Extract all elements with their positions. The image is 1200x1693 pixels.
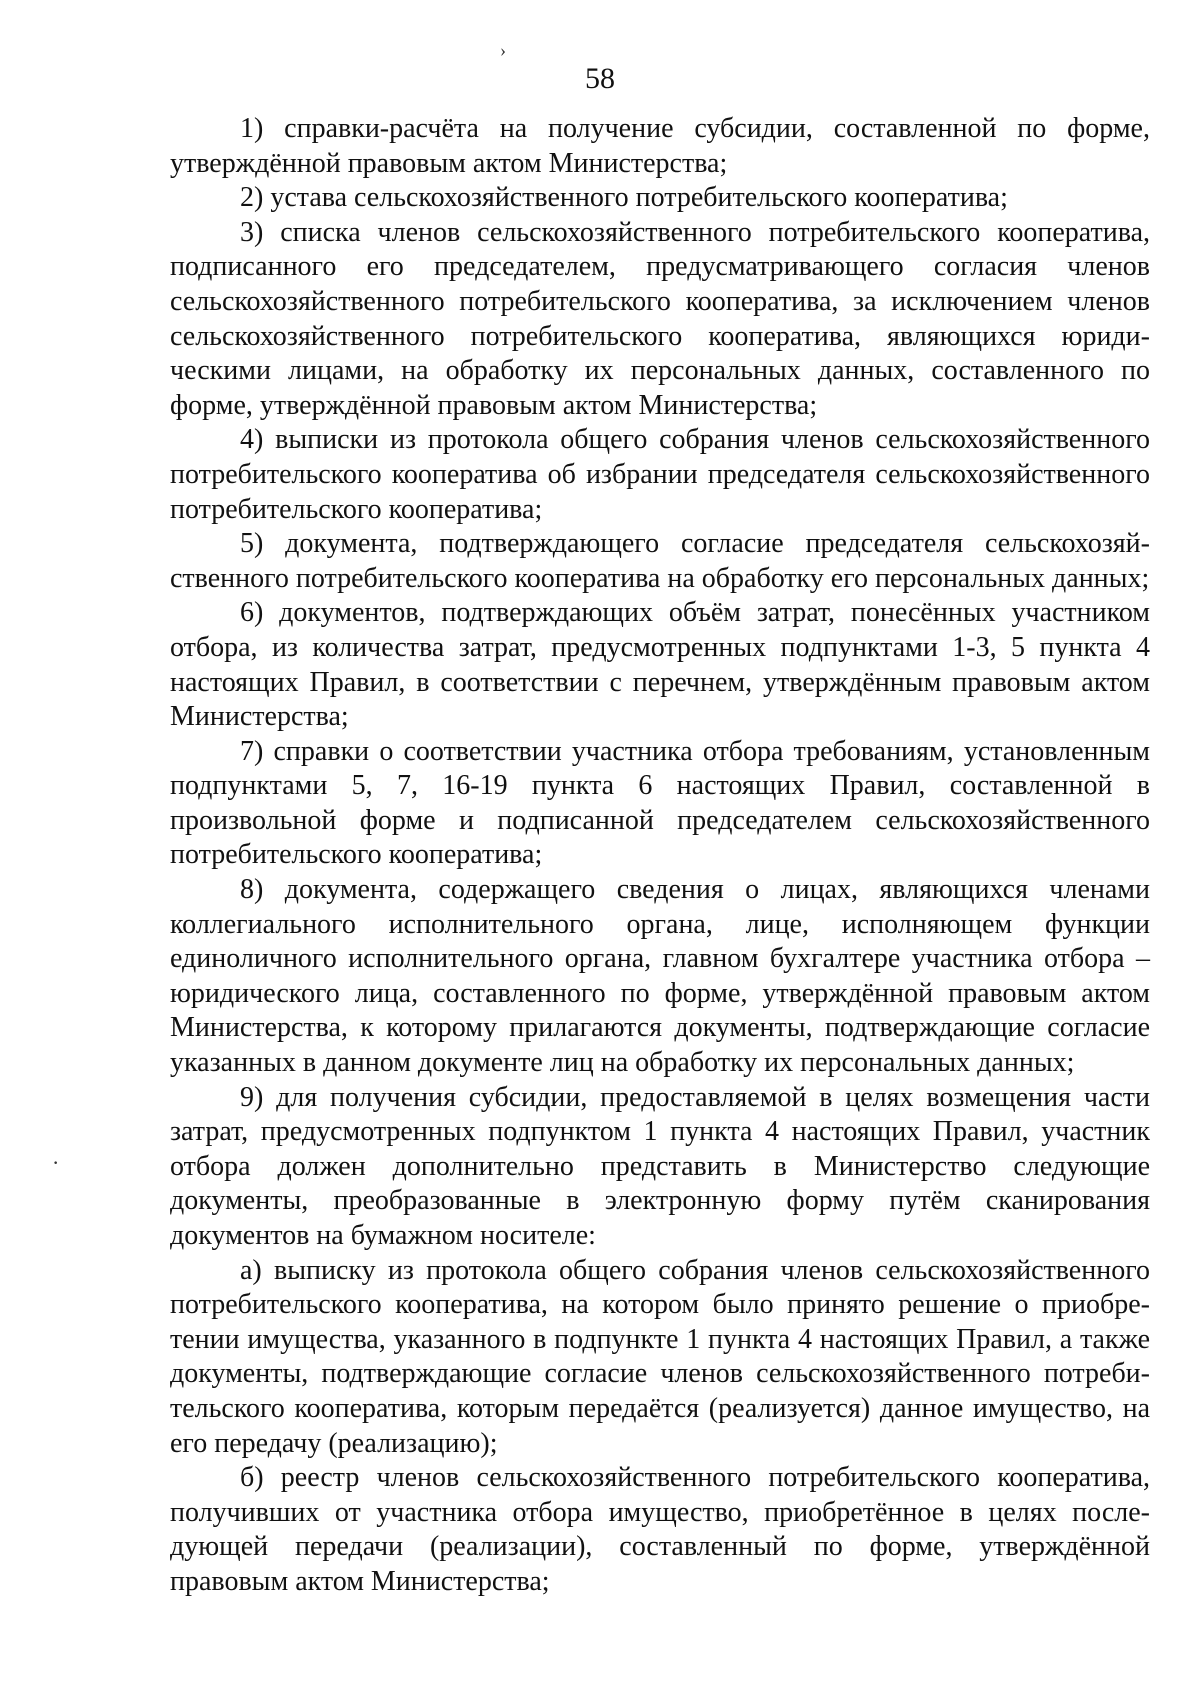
paragraph-item-8: 8) документа, содержащего сведения о лицах, являющихся членами коллегиального исполнительного органа, лице, исполняющем функции единоличного исполнительного органа, главном бухгалтере участника отбора – юридического лица, составленного по форме, утверждённой правовым актом Министерства, к которому прилагаются документы, подтверждающие согласие указанных в данном документе лиц на обработку их персональных данных; (170, 874, 1150, 1079)
paragraph-item-9: 9) для получения субсидии, предоставляемой в целях возмещения части затрат, предусмотренных подпунктом 1 пункта 4 настоящих Правил, участник отбора должен дополнительно представить в Министерство следующие документы, преобразованные в электронную форму путём сканирования документов на бумажном носителе: (170, 1081, 1150, 1251)
document-body (170, 112, 1150, 1600)
paragraph-subitem-a: а) выписку из протокола общего собрания членов сельскохозяйственного потребительского кооператива, на котором было принято решение о приобретении имущества, указанного в подпункте 1 пункта 4 настоящих Правил, а также документы, подтверждающие согласие членов сельскохозяйственного потребительского кооператива, которым передаётся (реализуется) данное имущество, на его передачу (реализацию); (170, 1254, 1150, 1459)
paragraph-item-4: 4) выписки из протокола общего собрания членов сельскохозяйственного потребительского кооператива об избрании председателя сельскохозяйственного потребительского кооператива; (170, 424, 1150, 525)
paragraph-item-6: 6) документов, подтверждающих объём затрат, понесённых участником отбора, из количества затрат, предусмотренных подпунктами 1-3, 5 пункта 4 настоящих Правил, в соответствии с перечнем, утверждённым правовым актом Министерства; (170, 597, 1150, 733)
paragraph-item-1: 1) справки-расчёта на получение субсидии, составленной по форме, утверждённой правовым актом Министерства; (170, 113, 1150, 179)
page-number: 58 (585, 62, 615, 95)
paragraph-item-3: 3) списка членов сельскохозяйственного потребительского кооператива, подписанного его председателем, предусматривающего согласия членов сельскохозяйственного потребительского кооператива, за исключением членов сельскохозяйственного потребительского кооператива, являющихся юридическими лицами, на обработку их персональных данных, составленного по форме, утверждённой правовым актом Министерства; (170, 216, 1150, 421)
paragraph-item-2: 2) устава сельскохозяйственного потребительского кооператива; (240, 182, 1008, 214)
paragraph-item-5: 5) документа, подтверждающего согласие председателя сельскохозяйственного потребительского кооператива на обработку его персональных данных; (170, 528, 1150, 594)
scan-artifact-top: › (500, 40, 506, 60)
scan-artifact-left: · (52, 1150, 60, 1175)
paragraph-item-7: 7) справки о соответствии участника отбора требованиям, установленным подпунктами 5, 7, 16-19 пункта 6 настоящих Правил, составленной в произвольной форме и подписанной председателем сельскохозяйственного потребительского кооператива; (170, 735, 1150, 871)
paragraph-subitem-b: б) реестр членов сельскохозяйственного потребительского кооператива, получивших от участника отбора имущество, приобретённое в целях последующей передачи (реализации), составленный по форме, утверждённой правовым актом Министерства; (170, 1462, 1150, 1597)
